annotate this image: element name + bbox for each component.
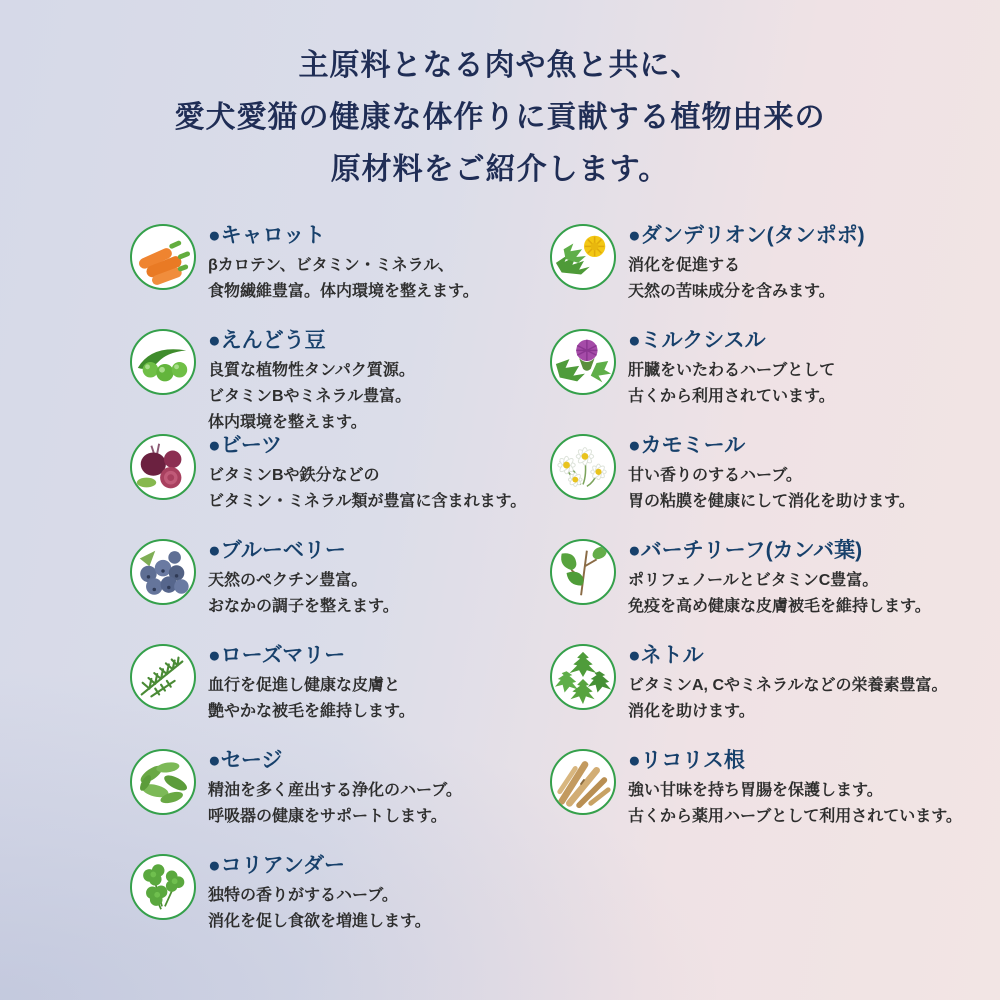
- carrot-icon: [130, 224, 196, 290]
- ingredient-item-birch-leaf: [550, 537, 962, 642]
- sage-icon: [130, 749, 196, 815]
- ingredient-description: ポリフェノールとビタミンC豊富。 免疫を高め健康な皮膚被毛を維持します。: [628, 572, 931, 615]
- ingredient-item-sage: [130, 747, 550, 852]
- ingredient-description: 良質な植物性タンパク質源。 ビタミンBやミネラル豊富。 体内環境を整えます。: [208, 362, 415, 431]
- ingredient-name: ●キャロット: [208, 224, 326, 247]
- licorice-root-icon: [550, 749, 616, 815]
- blueberry-icon: [130, 539, 196, 605]
- birch-leaf-icon: [550, 539, 616, 605]
- ingredient-name: ●ミルクシスル: [628, 329, 766, 352]
- ingredient-name: ●カモミール: [628, 434, 746, 457]
- ingredient-item-pea: [130, 327, 550, 432]
- ingredient-item-milk-thistle: [550, 327, 962, 432]
- ingredient-item-coriander: [130, 852, 550, 957]
- ingredient-description: ビタミンA, Cやミネラルなどの栄養素豊富。 消化を助けます。: [628, 677, 948, 720]
- dandelion-icon: [550, 224, 616, 290]
- ingredient-description: 血行を促進し健康な皮膚と 艶やかな被毛を維持します。: [208, 677, 415, 720]
- ingredient-item-licorice-root: [550, 747, 962, 852]
- ingredient-item-blueberry: [130, 537, 550, 642]
- ingredient-description: 独特の香りがするハーブ。 消化を促し食欲を増進します。: [208, 887, 431, 930]
- ingredient-item-rosemary: [130, 642, 550, 747]
- ingredient-name: ●ダンデリオン(タンポポ): [628, 224, 865, 247]
- ingredient-description: βカロテン、ビタミン・ミネラル、 食物繊維豊富。体内環境を整えます。: [208, 257, 479, 300]
- ingredient-description: ビタミンBや鉄分などの ビタミン・ミネラル類が豊富に含まれます。: [208, 467, 527, 510]
- ingredient-description: 精油を多く産出する浄化のハーブ。 呼吸器の健康をサポートします。: [208, 782, 462, 825]
- ingredient-description: 甘い香りのするハーブ。 胃の粘膜を健康にして消化を助けます。: [628, 467, 915, 510]
- milk-thistle-icon: [550, 329, 616, 395]
- ingredients-columns: [0, 222, 1000, 957]
- ingredient-item-carrot: [130, 222, 550, 327]
- nettle-icon: [550, 644, 616, 710]
- ingredient-name: ●リコリス根: [628, 749, 745, 772]
- chamomile-icon: [550, 434, 616, 500]
- pea-icon: [130, 329, 196, 395]
- ingredient-description: 天然のペクチン豊富。 おなかの調子を整えます。: [208, 572, 399, 615]
- ingredient-item-chamomile: [550, 432, 962, 537]
- ingredient-description: 強い甘味を持ち胃腸を保護します。 古くから薬用ハーブとして利用されています。: [628, 782, 962, 825]
- ingredients-column-right: [550, 222, 962, 957]
- ingredient-description: 肝臓をいたわるハーブとして 古くから利用されています。: [628, 362, 836, 405]
- coriander-icon: [130, 854, 196, 920]
- ingredient-name: ●セージ: [208, 749, 283, 772]
- ingredient-name: ●ローズマリー: [208, 644, 346, 667]
- ingredient-name: ●コリアンダー: [208, 854, 346, 877]
- ingredients-column-left: [130, 222, 550, 957]
- rosemary-icon: [130, 644, 196, 710]
- page-title: 主原料となる肉や魚と共に、 愛犬愛猫の健康な体作りに貢献する植物由来の 原材料をご紹介します。: [174, 49, 826, 186]
- ingredient-item-nettle: [550, 642, 962, 747]
- ingredient-description: 消化を促進する 天然の苦味成分を含みます。: [628, 257, 835, 300]
- ingredient-name: ●ビーツ: [208, 434, 283, 457]
- ingredient-name: ●バーチリーフ(カンバ葉): [628, 539, 863, 562]
- ingredient-name: ●えんどう豆: [208, 329, 326, 352]
- ingredient-item-dandelion: [550, 222, 962, 327]
- ingredient-item-beet: [130, 432, 550, 537]
- ingredient-name: ●ブルーベリー: [208, 539, 346, 562]
- beet-icon: [130, 434, 196, 500]
- ingredient-name: ●ネトル: [628, 644, 704, 667]
